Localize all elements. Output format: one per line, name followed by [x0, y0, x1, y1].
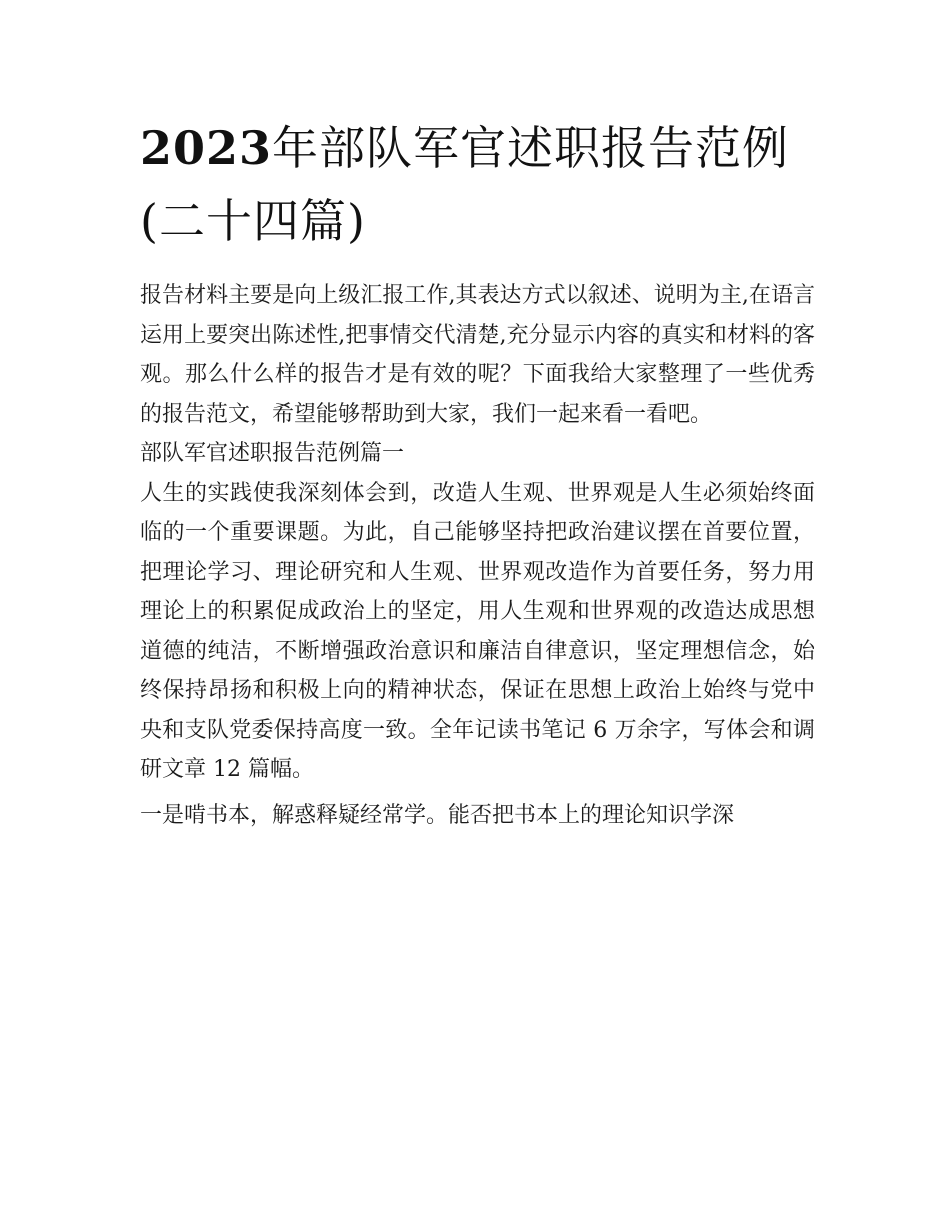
- body-paragraph-1: 人生的实践使我深刻体会到，改造人生观、世界观是人生必须始终面临的一个重要课题。为此，自己能够坚持把政治建议摆在首要位置，把理论学习、理论研究和人生观、世界观改造作为首要任务，努力用理论上的积累促成政治上的坚定，用人生观和世界观的改造达成思想道德的纯洁，不断增强政治意识和廉洁自律意识，坚定理想信念，始终保持昂扬和积极上向的精神状态，保证在思想上政治上始终与党中央和支队党委保持高度一致。全年记读书笔记 6 万余字，写体会和调研文章 12 篇幅。: [140, 480, 815, 782]
- body-paragraph-2: 一是啃书本，解惑释疑经常学。能否把书本上的理论知识学深: [140, 802, 735, 828]
- title-text: 年部队军官述职报告范例(二十四篇): [140, 121, 790, 248]
- document-body: [140, 112, 815, 835]
- intro-paragraph: 报告材料主要是向上级汇报工作,其表达方式以叙述、说明为主,在语言运用上要突出陈述性,把事情交代清楚,充分显示内容的真实和材料的客观。那么什么样的报告才是有效的呢？下面我给大家整理了一些优秀的报告范文，希望能够帮助到大家，我们一起来看一看吧。: [140, 283, 815, 427]
- title-year: 2023: [140, 121, 273, 175]
- document-title: [140, 112, 815, 258]
- section-heading: 部队军官述职报告范例篇一: [140, 441, 405, 466]
